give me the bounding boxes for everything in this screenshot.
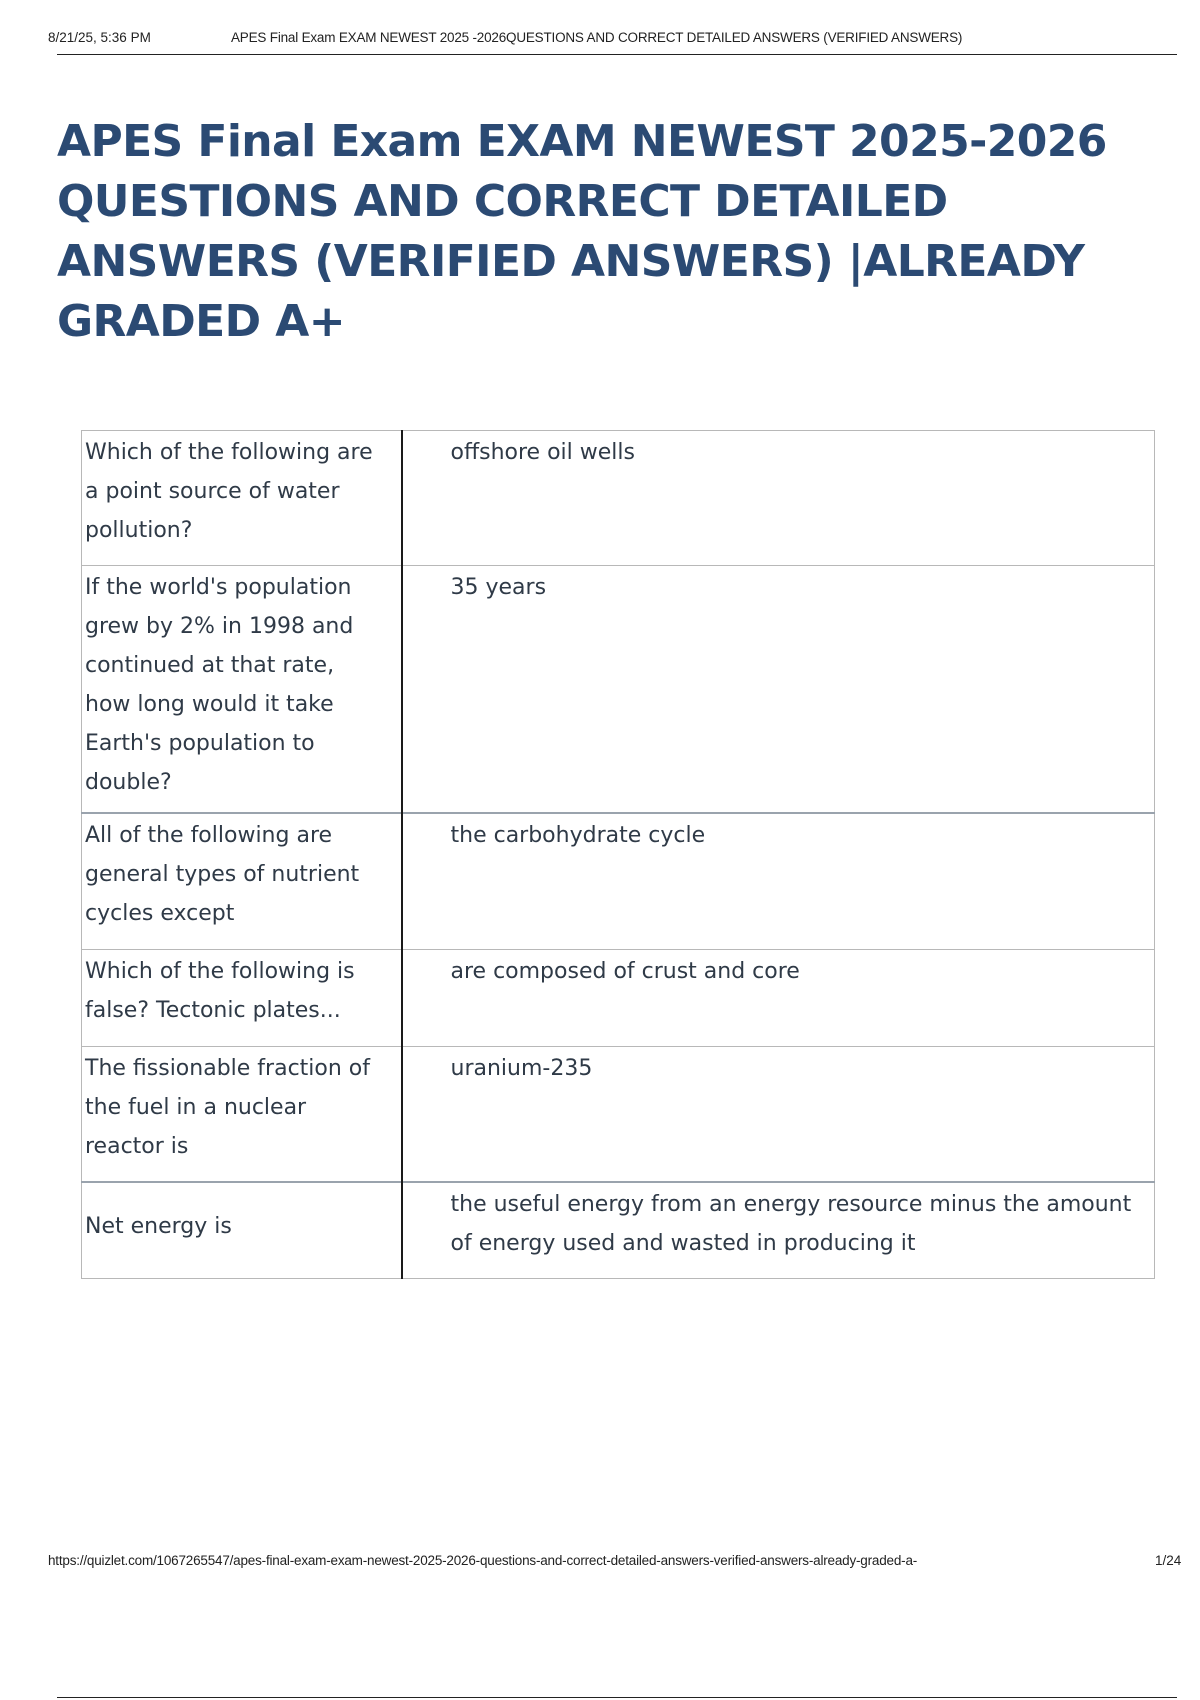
table-row (82, 431, 1155, 566)
table-row (82, 813, 1155, 949)
table-row (82, 1046, 1155, 1182)
table-row (82, 949, 1155, 1046)
source-url: https://quizlet.com/1067265547/apes-final-exam-exam-newest-2025-2026-questions-and-correct-detailed-answers-verified-answers-already-graded-a- (48, 1553, 918, 1568)
table-row (82, 566, 1155, 814)
question-cell: The fissionable fraction of the fuel in a nuclear reactor is (82, 1046, 402, 1182)
question-cell: If the world's population grew by 2% in 1998 and continued at that rate, how long would it take Earth's population to double? (82, 566, 402, 814)
page-number: 1/24 (1155, 1553, 1182, 1568)
page-title: APES Final Exam EXAM NEWEST 2025-2026 QUESTIONS AND CORRECT DETAILED ANSWERS (VERIFIED ANSWERS) |ALREADY GRADED A+ (57, 116, 1107, 347)
print-header (48, 30, 1160, 54)
table-row (82, 1182, 1155, 1278)
answer-cell: offshore oil wells (402, 431, 1155, 566)
answer-cell: 35 years (402, 566, 1155, 814)
print-date: 8/21/25, 5:36 PM (48, 30, 151, 45)
answer-cell: uranium-235 (402, 1046, 1155, 1182)
answer-cell: the carbohydrate cycle (402, 813, 1155, 949)
answer-cell: are composed of crust and core (402, 949, 1155, 1046)
question-cell: Which of the following are a point source of water pollution? (82, 431, 402, 566)
flashcard-table (81, 430, 1155, 1279)
header-divider (57, 54, 1177, 55)
print-doc-title: APES Final Exam EXAM NEWEST 2025 -2026QUESTIONS AND CORRECT DETAILED ANSWERS (VERIFIED ANSWERS) (231, 30, 963, 45)
answer-cell: the useful energy from an energy resource minus the amount of energy used and wasted in producing it (402, 1182, 1155, 1278)
question-cell: Which of the following is false? Tectonic plates... (82, 949, 402, 1046)
question-cell: Net energy is (82, 1182, 402, 1278)
question-cell: All of the following are general types of nutrient cycles except (82, 813, 402, 949)
footer-divider (57, 1697, 1177, 1698)
